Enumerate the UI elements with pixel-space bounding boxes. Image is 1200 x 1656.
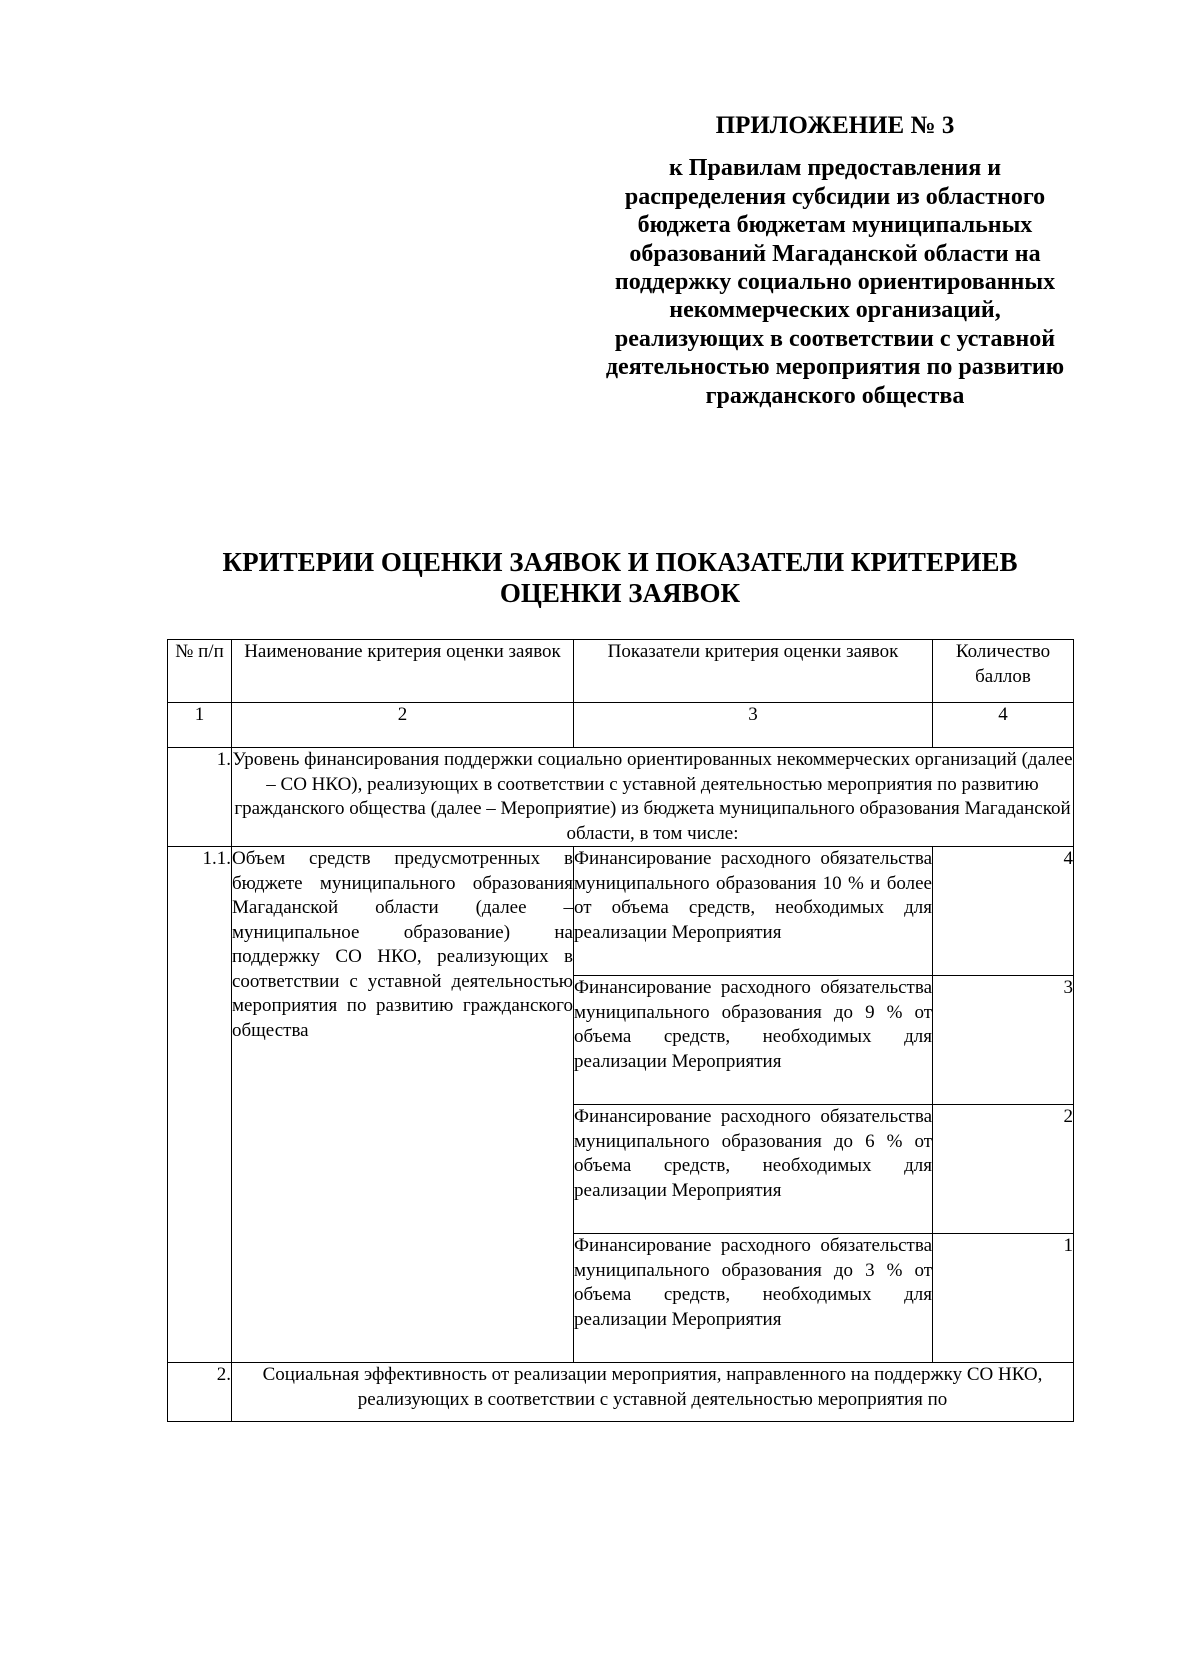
points-cell: 3 <box>933 976 1074 1105</box>
indicator-cell: Финансирование расходного обязательства муниципального образования до 9 % от объема средств, необходимых для реализации Мероприятия <box>574 976 933 1105</box>
section-2-number: 2. <box>168 1363 232 1422</box>
section-1-number: 1. <box>168 748 232 847</box>
header-criterion: Наименование критерия оценки заявок <box>232 640 574 703</box>
header-points: Количество баллов <box>933 640 1074 703</box>
appendix-text: к Правилам предоставления и распределения субсидии из областного бюджета бюджетам муниципальных образований Магаданской области на поддержку социально ориентированных некоммерческих организаций, реализующих в соответствии с уставной деятельностью мероприятия по развитию гражданского общества <box>605 155 1065 409</box>
points-cell: 4 <box>933 847 1074 976</box>
item-1-1-criterion: Объем средств предусмотренных в бюджете муниципального образования Магаданской области (далее – муниципальное образование) на поддержку СО НКО, реализующих в соответствии с уставной деятельностью мероприятия по развитию гражданского общества <box>232 847 574 1363</box>
column-number: 1 <box>168 703 232 748</box>
indicator-cell: Финансирование расходного обязательства муниципального образования 10 % и более от объема средств, необходимых для реализации Мероприятия <box>574 847 933 976</box>
section-1-text: Уровень финансирования поддержки социально ориентированных некоммерческих организаций (далее – СО НКО), реализующих в соответствии с уставной деятельностью мероприятия по развитию гражданского общества (далее – Мероприятие) из бюджета муниципального образования Магаданской области, в том числе: <box>232 748 1074 847</box>
header-indicators: Показатели критерия оценки заявок <box>574 640 933 703</box>
column-number: 2 <box>232 703 574 748</box>
header-number: № п/п <box>168 640 232 703</box>
indicator-cell: Финансирование расходного обязательства муниципального образования до 6 % от объема средств, необходимых для реализации Мероприятия <box>574 1105 933 1234</box>
item-1-1-number: 1.1. <box>168 847 232 1363</box>
column-number: 4 <box>933 703 1074 748</box>
section-2-row <box>168 1363 1074 1422</box>
section-2-text: Социальная эффективность от реализации мероприятия, направленного на поддержку СО НКО, реализующих в соответствии с уставной деятельностью мероприятия по <box>232 1363 1074 1422</box>
points-cell: 1 <box>933 1234 1074 1363</box>
points-cell: 2 <box>933 1105 1074 1234</box>
column-number: 3 <box>574 703 933 748</box>
criteria-table <box>167 639 1074 1422</box>
table-row <box>168 847 1074 976</box>
document-title: КРИТЕРИИ ОЦЕНКИ ЗАЯВОК И ПОКАЗАТЕЛИ КРИТЕРИЕВ ОЦЕНКИ ЗАЯВОК <box>222 547 1018 608</box>
table-header-row <box>168 640 1074 703</box>
column-numbers-row <box>168 703 1074 748</box>
appendix-heading: ПРИЛОЖЕНИЕ № 3 <box>715 112 955 139</box>
appendix-block <box>600 112 1070 410</box>
indicator-cell: Финансирование расходного обязательства муниципального образования до 3 % от объема средств, необходимых для реализации Мероприятия <box>574 1234 933 1363</box>
section-1-row <box>168 748 1074 847</box>
